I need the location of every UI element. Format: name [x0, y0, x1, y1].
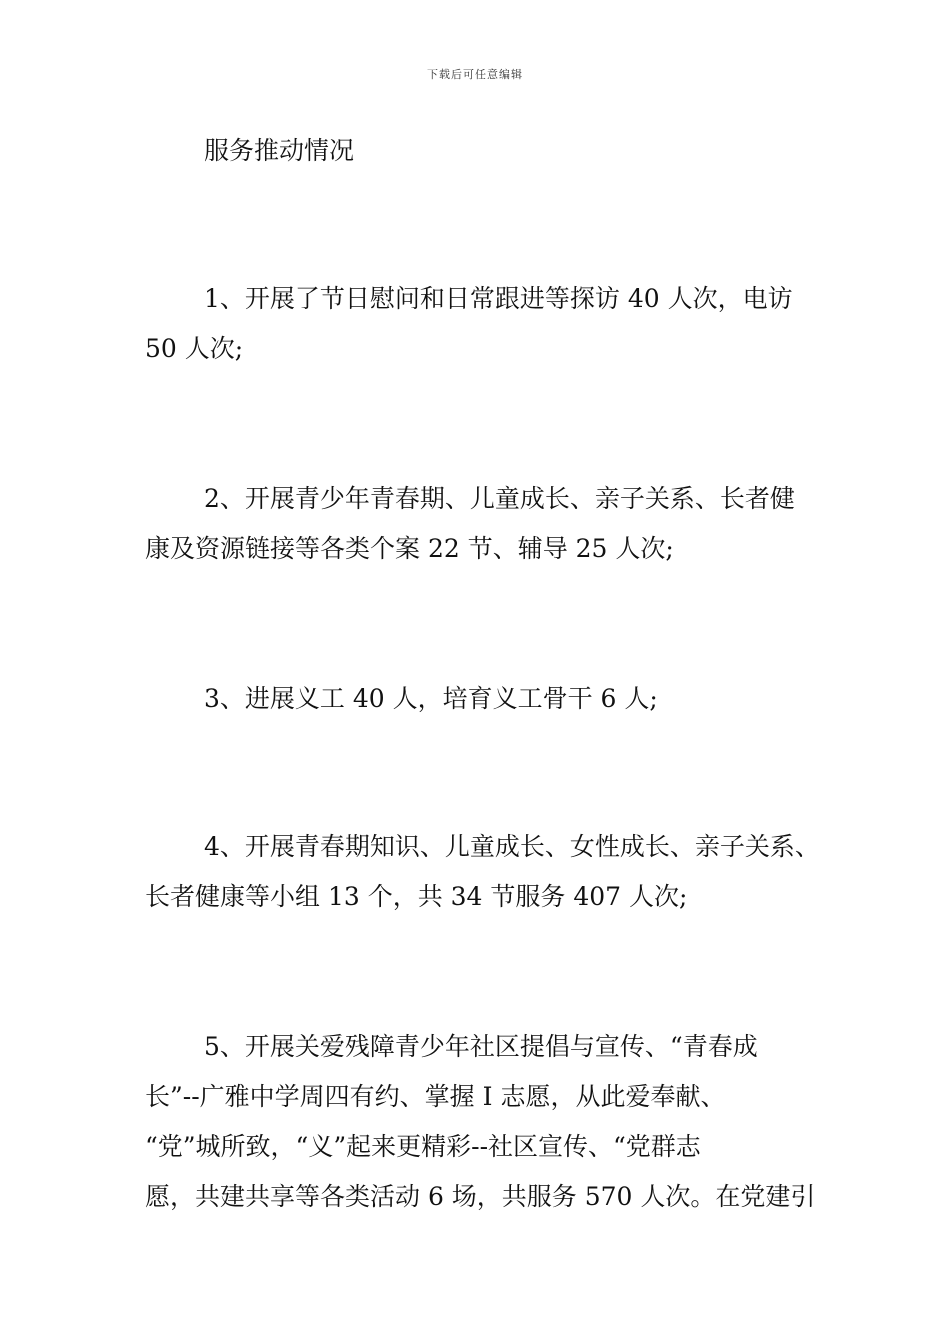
paragraph-line: 50 人次; — [145, 334, 244, 363]
paragraph-line: 康及资源链接等各类个案 22 节、辅导 25 人次; — [145, 534, 674, 563]
paragraph-line: 5、开展关爱残障青少年社区提倡与宣传、“青春成 — [204, 1032, 758, 1061]
paragraph-line: 4、开展青春期知识、儿童成长、女性成长、亲子关系、 — [204, 832, 820, 861]
section-heading: 服务推动情况 — [204, 136, 355, 165]
paragraph-line: 2、开展青少年青春期、儿童成长、亲子关系、长者健 — [204, 484, 795, 513]
paragraph-line: 长”--广雅中学周四有约、掌握 I 志愿，从此爱奉献、 — [145, 1082, 726, 1111]
paragraph-5 — [145, 1022, 835, 1222]
paragraph-1 — [145, 274, 835, 374]
paragraph-4 — [145, 822, 835, 922]
paragraph-line: 3、进展义工 40 人，培育义工骨干 6 人; — [204, 684, 658, 713]
paragraph-line: 愿，共建共享等各类活动 6 场，共服务 570 人次。在党建引 — [145, 1182, 816, 1211]
paragraph-line: 长者健康等小组 13 个，共 34 节服务 407 人次; — [145, 882, 688, 911]
paragraph-line: “党”城所致，“义”起来更精彩--社区宣传、“党群志 — [145, 1132, 701, 1161]
paragraph-line: 1、开展了节日慰问和日常跟进等探访 40 人次，电访 — [204, 284, 793, 313]
paragraph-3 — [145, 674, 835, 724]
page-header-note: 下载后可任意编辑 — [427, 68, 523, 81]
paragraph-2 — [145, 474, 835, 574]
